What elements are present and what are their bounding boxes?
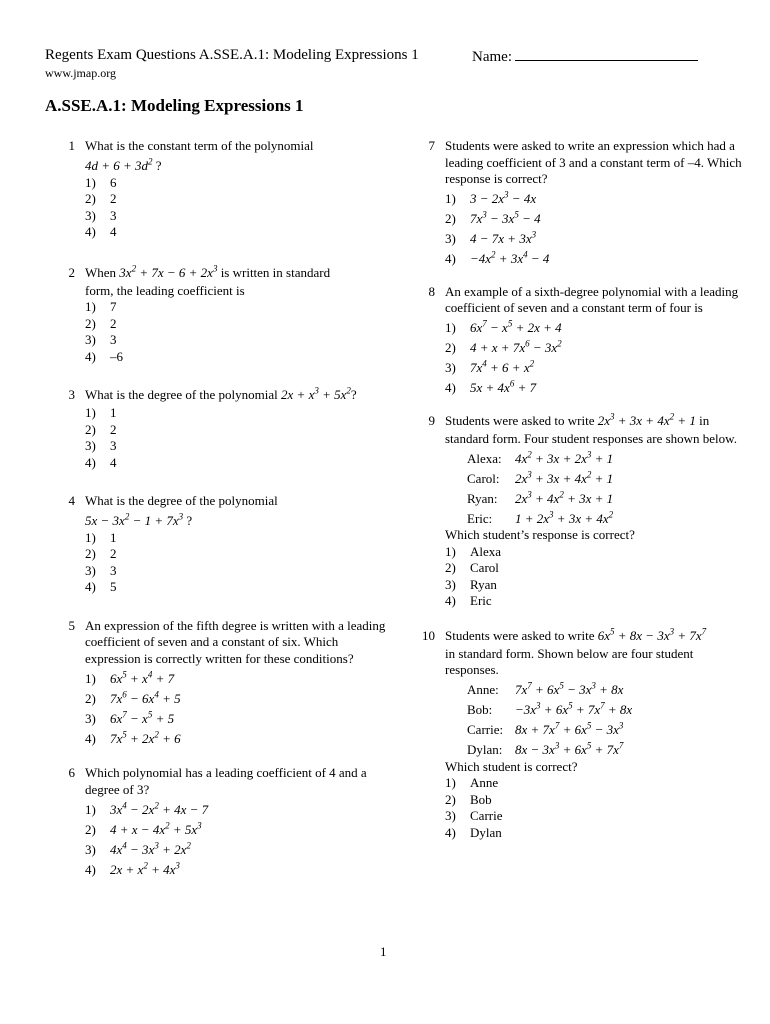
question-2: 2 When $3x^2 + 7x - 6 + 2x^3$ is written in standard form, the leading coefficient is 1) 7 2) 2 3) 3 4) –6 — [68, 263, 331, 364]
right-column — [405, 138, 745, 841]
header-url: www.jmap.org — [45, 66, 116, 80]
question-4: 4 What is the degree of the polynomial $5x - 3x^2 - 1 + 7x^3$ ? 1) 1 2) 2 3) 3 4) 5 — [68, 493, 278, 594]
name-field: Name: — [472, 47, 698, 66]
question-3: 3 What is the degree of the polynomial $2x + x^3 + 5x^2$? 1) 1 2) 2 3) 3 4) 4 — [68, 385, 357, 470]
page-title: A.SSE.A.1: Modeling Expressions 1 — [45, 96, 304, 115]
question-6: 6 Which polynomial has a leading coefficient of 4 and a degree of 3? 1) $3x^4 - 2x^2 + 4x - 7$ 2) $4 + x - 4x^2 + 5x^3$ 3) $4x^4 - 3x^3 + 2x^2$ 4) $2x + x^2 + 4x^3$ — [68, 765, 367, 877]
question-7: 7 Students were asked to write an expression which had a leading coefficient of 3 and a constant term of –4. Which response is correct? 1) $3 - 2x^3 - 4x$ 2) $7x^3 - 3x^5 - 4$ 3) $4 - 7x + 3x^3$ 4) $-4x^2 + 3x^4 - 4$ — [428, 138, 742, 266]
page-number: 1 — [380, 944, 387, 959]
question-10: 10 Students were asked to write $6x^5 + 8x - 3x^3 + 7x^7$ in standard form. Shown below are four student responses. Anne: $7x^7 + 6x^5 - 3x^3 + 8x$ Bob: $-3x^3 + 6x^5 + 7x^7 + 8x$ Carrie: $8x + 7x^7 + 6x^5 - 3x^3$ Dylan: $8x - 3x^3 + 6x^5 + 7x^7$ Which student is correct? 1) Anne 2) Bob 3) Carrie 4) Dylan — [422, 626, 707, 840]
header-title: Regents Exam Questions A.SSE.A.1: Modeling Expressions 1 — [45, 47, 419, 63]
question-8: 8 An example of a sixth-degree polynomial with a leading coefficient of seven and a constant term of four is 1) $6x^7 - x^5 + 2x + 4$ 2) $4 + x + 7x^6 - 3x^2$ 3) $7x^4 + 6 + x^2$ 4) $5x + 4x^6 + 7$ — [428, 283, 739, 395]
left-column — [45, 138, 395, 878]
question-5: 5 An expression of the fifth degree is written with a leading coefficient of seven and a constant of six. Which expression is correctly written for these conditions? 1) $6x^5 + x^4 + 7$ 2) $7x^6 - 6x^4 + 5$ 3) $6x^7 - x^5 + 5$ 4) $7x^5 + 2x^2 + 6$ — [68, 617, 386, 746]
question-1: 1 What is the constant term of the polynomial $4d + 6 + 3d^2$ ? 1) 6 2) 2 3) 3 4) 4 — [68, 138, 314, 239]
question-9: 9 Students were asked to write $2x^3 + 3x + 4x^2 + 1$ in standard form. Four student responses are shown below. Alexa: $4x^2 + 3x + 2x^3 + 1$ Carol: $2x^3 + 3x + 4x^2 + 1$ Ryan: $2x^3 + 4x^2 + 3x + 1$ Eric: $1 + 2x^3 + 3x + 4x^2$ Which student’s response is correct? 1) Alexa 2) Carol 3) Ryan 4) Eric — [428, 411, 737, 608]
